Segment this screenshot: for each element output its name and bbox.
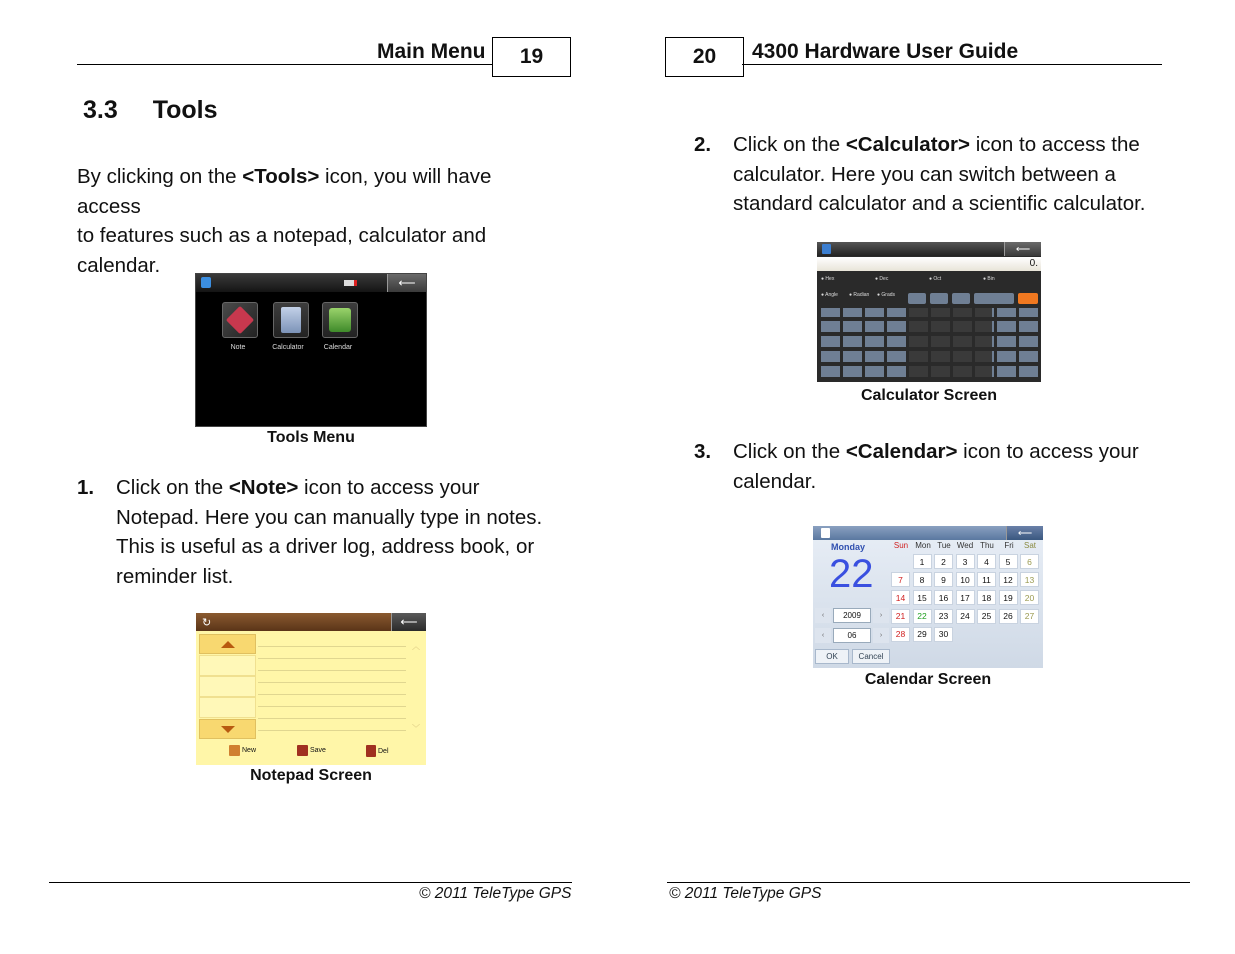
new-note-icon: [229, 745, 240, 756]
year-selector: [815, 608, 895, 623]
year-next-button[interactable]: ›: [873, 608, 889, 623]
trash-icon: [366, 745, 376, 757]
cancel-button[interactable]: Cancel: [852, 649, 890, 664]
ok-button[interactable]: OK: [815, 649, 849, 664]
dow-sun: Sun: [893, 541, 909, 550]
notepad-bottom-bar: [196, 741, 426, 765]
back-arrow-icon[interactable]: ⟵: [1006, 526, 1043, 540]
calc-title-bar: [817, 242, 1041, 256]
arrow-up-icon: [221, 641, 235, 648]
page-number-left: 19: [492, 37, 571, 77]
calc-display: 0.: [817, 257, 1041, 271]
text-scroll-down-icon[interactable]: ﹀: [412, 724, 420, 733]
cal-weekday-name: Monday: [831, 542, 866, 552]
section-number: 3.3: [83, 96, 118, 124]
header-title-left: Main Menu: [377, 40, 486, 63]
calendar-day-cell[interactable]: 8: [913, 572, 932, 587]
calendar-day-cell[interactable]: 16: [934, 590, 953, 605]
calendar-icon[interactable]: [322, 302, 358, 338]
footer-rule-left: [49, 882, 572, 883]
calc-key-equals[interactable]: [1018, 293, 1038, 304]
header-title-right: 4300 Hardware User Guide: [752, 40, 1019, 63]
tools-menu-screenshot: [195, 273, 427, 427]
dow-tue: Tue: [937, 541, 951, 550]
step3-text: Click on the <Calendar> icon to access your calendar.: [733, 440, 1139, 493]
tools-app-icon: [201, 277, 211, 288]
step1-number: 1.: [77, 476, 95, 499]
radio-dec[interactable]: ● Dec: [875, 276, 889, 282]
note-book-icon[interactable]: [222, 302, 258, 338]
year-prev-button[interactable]: ‹: [815, 608, 831, 623]
calendar-day-cell[interactable]: 25: [977, 609, 996, 624]
calendar-caption: Calendar Screen: [864, 671, 992, 688]
calc-key-grid[interactable]: [821, 308, 1038, 381]
calendar-label: Calendar: [323, 344, 353, 351]
radio-oct[interactable]: ● Oct: [929, 276, 942, 282]
back-arrow-icon[interactable]: ⟵: [1004, 242, 1041, 256]
calc-app-icon: [822, 244, 831, 254]
cal-app-icon: [821, 528, 830, 538]
delete-button[interactable]: Del: [366, 745, 389, 757]
calendar-day-cell[interactable]: 18: [977, 590, 996, 605]
arrow-down-icon: [221, 726, 235, 733]
note-label: Note: [230, 344, 246, 351]
calendar-screenshot: [813, 526, 1043, 668]
month-prev-button[interactable]: ‹: [815, 628, 831, 643]
cal-month-grid: [891, 526, 1043, 668]
calc-key[interactable]: [974, 293, 1014, 304]
notepad-caption: Notepad Screen: [250, 767, 372, 784]
footer-rule-right: [667, 882, 1190, 883]
notepad-title-bar: [196, 613, 426, 631]
header-rule-left: [77, 64, 493, 65]
radio-grads[interactable]: ● Grads: [877, 292, 896, 298]
radio-bin[interactable]: ● Bin: [983, 276, 995, 282]
text-scroll-up-icon[interactable]: ︿: [412, 642, 420, 651]
notepad-list-slot[interactable]: [199, 676, 256, 697]
notepad-screenshot: [196, 613, 426, 765]
dow-mon: Mon: [915, 541, 931, 550]
dow-fri: Fri: [1004, 541, 1014, 550]
cal-day-cells[interactable]: [891, 554, 1043, 668]
calendar-day-cell[interactable]: 19: [999, 590, 1018, 605]
calc-key[interactable]: [952, 293, 970, 304]
calendar-day-cell[interactable]: 15: [913, 590, 932, 605]
calendar-day-cell[interactable]: 17: [956, 590, 975, 605]
notepad-app-icon: ↻: [202, 617, 212, 629]
calculator-label: Calculator: [272, 344, 304, 351]
gps-status-icon: [344, 280, 357, 286]
radio-radian[interactable]: ● Radian: [849, 292, 870, 298]
calendar-day-cell[interactable]: 13: [1020, 572, 1039, 587]
calc-keypad: [817, 291, 1041, 382]
calendar-day-cell[interactable]: 20: [1020, 590, 1039, 605]
dow-wed: Wed: [956, 541, 974, 550]
page-number-right: 20: [665, 37, 744, 77]
footer-right: © 2011 TeleType GPS: [669, 885, 822, 902]
step2-text: Click on the <Calculator> icon to access the calculator. Here you can switch between a standard calculator and a scientific calculator.: [733, 133, 1146, 215]
calculator-icon[interactable]: [273, 302, 309, 338]
notepad-list-slot[interactable]: [199, 697, 256, 718]
notepad-list-slot[interactable]: [199, 655, 256, 676]
month-next-button[interactable]: ›: [873, 628, 889, 643]
section-heading: [83, 96, 218, 125]
scroll-down-button[interactable]: [199, 719, 256, 739]
calendar-day-cell[interactable]: 2: [934, 554, 953, 569]
dow-thu: Thu: [980, 541, 994, 550]
calendar-day-cell[interactable]: 5: [999, 554, 1018, 569]
footer-left: © 2011 TeleType GPS: [419, 885, 572, 902]
section-title: Tools: [152, 96, 218, 124]
month-field[interactable]: 06: [833, 628, 871, 643]
calendar-day-cell[interactable]: 29: [913, 627, 932, 642]
calendar-day-cell[interactable]: 27: [1020, 609, 1039, 624]
calculator-screenshot: [817, 242, 1041, 382]
back-arrow-icon[interactable]: ⟵: [387, 274, 426, 292]
calendar-day-cell[interactable]: 11: [977, 572, 996, 587]
save-disk-icon: [297, 745, 308, 756]
calc-key[interactable]: [908, 293, 926, 304]
step3-number: 3.: [694, 440, 712, 463]
radix-row: [817, 276, 1041, 286]
header-rule-right: [742, 64, 1162, 65]
calendar-day-cell[interactable]: 26: [999, 609, 1018, 624]
calendar-day-cell[interactable]: 3: [956, 554, 975, 569]
tools-title-bar: [196, 274, 426, 292]
tools-menu-caption: Tools Menu: [267, 429, 355, 446]
scroll-up-button[interactable]: [199, 634, 256, 654]
year-field[interactable]: 2009: [833, 608, 871, 623]
calendar-day-cell[interactable]: 10: [956, 572, 975, 587]
dow-sat: Sat: [1023, 541, 1036, 550]
month-selector: [815, 628, 895, 643]
cal-big-day: 22: [829, 552, 874, 596]
calendar-day-cell[interactable]: 9: [934, 572, 953, 587]
calc-key[interactable]: [930, 293, 948, 304]
calendar-day-cell[interactable]: 7: [891, 572, 910, 587]
back-arrow-icon[interactable]: ⟵: [391, 613, 426, 631]
calendar-day-cell[interactable]: 6: [1020, 554, 1039, 569]
calendar-day-cell[interactable]: 23: [934, 609, 953, 624]
radio-hex[interactable]: ● Hex: [821, 276, 835, 282]
save-button[interactable]: Save: [297, 745, 326, 756]
intro-paragraph: By clicking on the <Tools> icon, you will have access to features such as a notepad, calculator and calendar.: [77, 165, 492, 277]
calendar-day-cell[interactable]: 21: [891, 609, 910, 624]
calendar-day-cell[interactable]: 24: [956, 609, 975, 624]
calendar-day-cell[interactable]: 30: [934, 627, 953, 642]
calculator-caption: Calculator Screen: [860, 387, 998, 404]
calendar-day-cell[interactable]: 22: [913, 609, 932, 624]
calendar-day-cell[interactable]: 14: [891, 590, 910, 605]
new-button[interactable]: New: [229, 745, 256, 756]
calendar-day-cell[interactable]: 1: [913, 554, 932, 569]
step1-text: Click on the <Note> icon to access your Notepad. Here you can manually type in notes. This is useful as a driver log, address book, or reminder list.: [116, 476, 543, 588]
calendar-day-cell[interactable]: 4: [977, 554, 996, 569]
step2-number: 2.: [694, 133, 712, 156]
radio-angle[interactable]: ● Angle: [821, 292, 838, 298]
calendar-day-cell[interactable]: 28: [891, 627, 910, 642]
notepad-text-area[interactable]: [258, 635, 406, 739]
calendar-day-cell[interactable]: 12: [999, 572, 1018, 587]
